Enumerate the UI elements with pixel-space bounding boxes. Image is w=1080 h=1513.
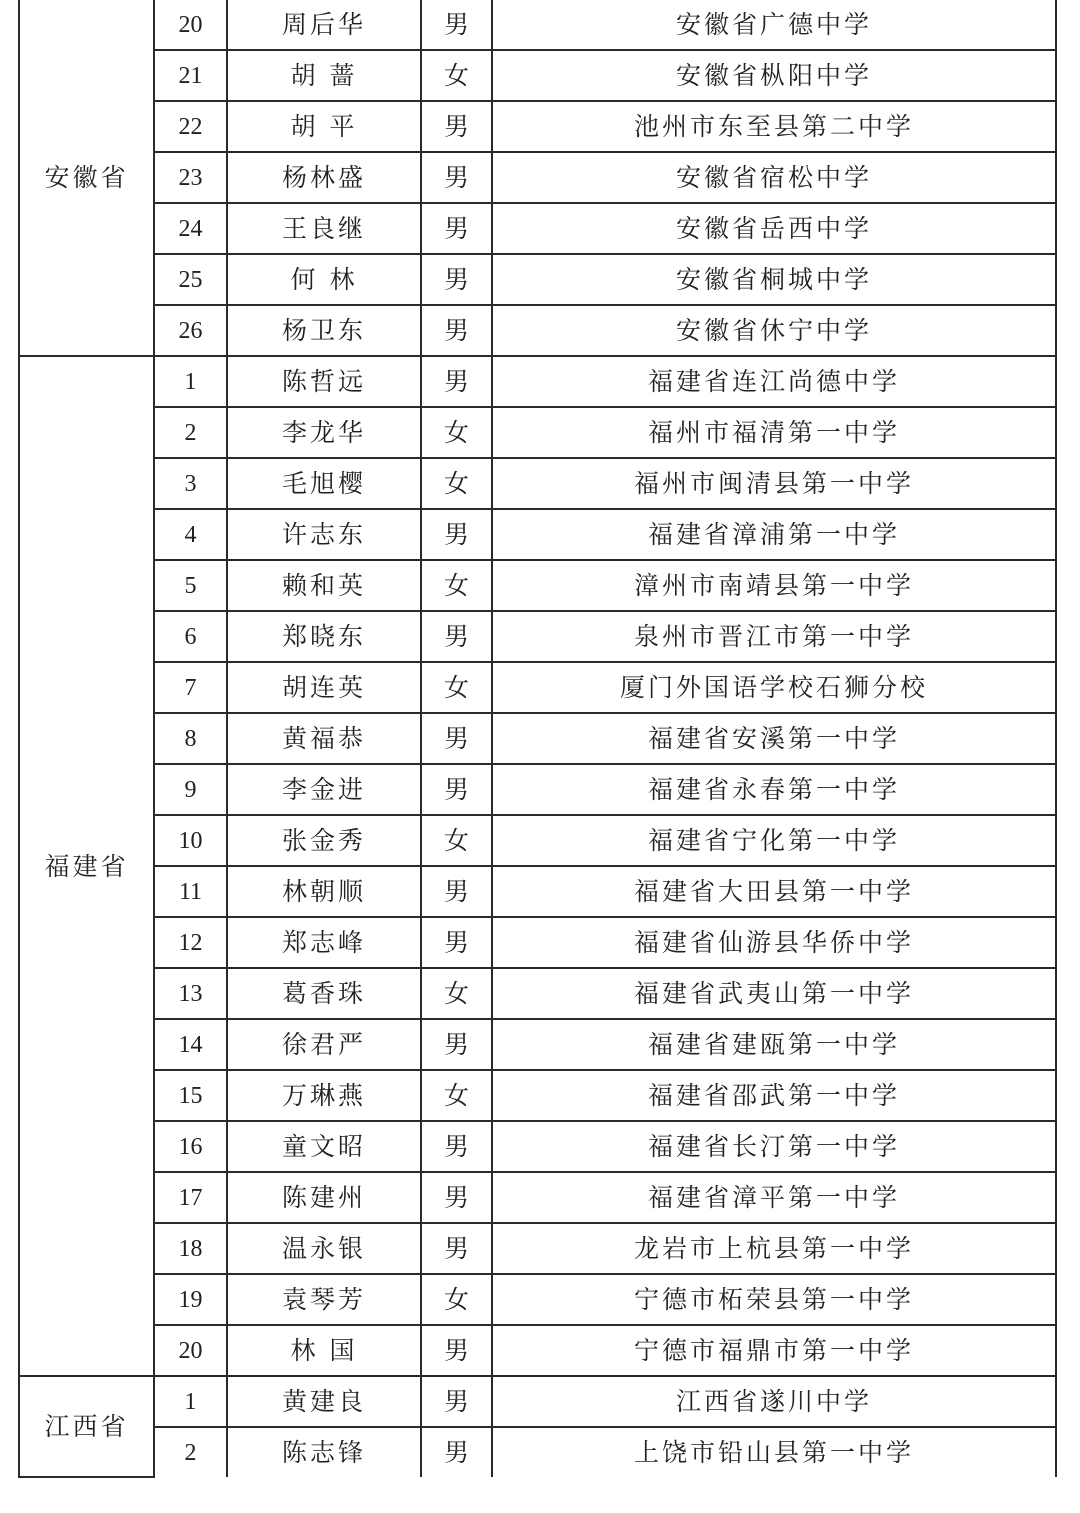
number-cell: 13: [154, 968, 227, 1019]
gender-cell: 男: [421, 203, 492, 254]
table-row: [19, 764, 1056, 815]
table-row: [19, 1121, 1056, 1172]
school-cell: 福建省宁化第一中学: [492, 815, 1056, 866]
gender-cell: 女: [421, 458, 492, 509]
name-cell: 郑志峰: [227, 917, 421, 968]
number-cell: 17: [154, 1172, 227, 1223]
number-cell: 25: [154, 254, 227, 305]
name-cell: 林 国: [227, 1325, 421, 1376]
table-row: [19, 305, 1056, 356]
name-cell: 周后华: [227, 0, 421, 50]
gender-cell: 男: [421, 305, 492, 356]
school-cell: 安徽省桐城中学: [492, 254, 1056, 305]
table-row: [19, 0, 1056, 50]
school-cell: 福建省仙游县华侨中学: [492, 917, 1056, 968]
gender-cell: 女: [421, 968, 492, 1019]
name-cell: 王良继: [227, 203, 421, 254]
school-cell: 安徽省岳西中学: [492, 203, 1056, 254]
number-cell: 10: [154, 815, 227, 866]
name-cell: 毛旭樱: [227, 458, 421, 509]
number-cell: 11: [154, 866, 227, 917]
name-cell: 陈志锋: [227, 1427, 421, 1477]
name-cell: 葛香珠: [227, 968, 421, 1019]
table-row: [19, 254, 1056, 305]
table-row: [19, 611, 1056, 662]
name-cell: 张金秀: [227, 815, 421, 866]
table-row: [19, 1172, 1056, 1223]
name-cell: 何 林: [227, 254, 421, 305]
number-cell: 3: [154, 458, 227, 509]
school-cell: 福建省安溪第一中学: [492, 713, 1056, 764]
province-cell: 安徽省: [19, 0, 154, 356]
gender-cell: 男: [421, 254, 492, 305]
school-cell: 福建省邵武第一中学: [492, 1070, 1056, 1121]
gender-cell: 男: [421, 1325, 492, 1376]
school-cell: 安徽省宿松中学: [492, 152, 1056, 203]
gender-cell: 男: [421, 917, 492, 968]
gender-cell: 男: [421, 356, 492, 407]
number-cell: 9: [154, 764, 227, 815]
name-cell: 杨卫东: [227, 305, 421, 356]
table-row: [19, 917, 1056, 968]
name-cell: 黄建良: [227, 1376, 421, 1427]
school-cell: 上饶市铅山县第一中学: [492, 1427, 1056, 1477]
school-cell: 龙岩市上杭县第一中学: [492, 1223, 1056, 1274]
gender-cell: 男: [421, 611, 492, 662]
number-cell: 7: [154, 662, 227, 713]
number-cell: 26: [154, 305, 227, 356]
number-cell: 5: [154, 560, 227, 611]
table-row: [19, 203, 1056, 254]
number-cell: 21: [154, 50, 227, 101]
school-cell: 宁德市柘荣县第一中学: [492, 1274, 1056, 1325]
table-row: [19, 713, 1056, 764]
name-cell: 杨林盛: [227, 152, 421, 203]
gender-cell: 男: [421, 1427, 492, 1477]
number-cell: 22: [154, 101, 227, 152]
school-cell: 安徽省广德中学: [492, 0, 1056, 50]
school-cell: 福建省连江尚德中学: [492, 356, 1056, 407]
table-row: [19, 1274, 1056, 1325]
gender-cell: 女: [421, 1070, 492, 1121]
table-row: [19, 560, 1056, 611]
table-row: [19, 509, 1056, 560]
gender-cell: 女: [421, 560, 492, 611]
name-cell: 赖和英: [227, 560, 421, 611]
table-row: [19, 1325, 1056, 1376]
name-cell: 徐君严: [227, 1019, 421, 1070]
school-cell: 安徽省休宁中学: [492, 305, 1056, 356]
province-cell: 江西省: [19, 1376, 154, 1477]
school-cell: 福建省漳平第一中学: [492, 1172, 1056, 1223]
table-row: [19, 1019, 1056, 1070]
school-cell: 江西省遂川中学: [492, 1376, 1056, 1427]
table-body: [19, 0, 1056, 1477]
gender-cell: 女: [421, 662, 492, 713]
school-cell: 漳州市南靖县第一中学: [492, 560, 1056, 611]
number-cell: 20: [154, 0, 227, 50]
number-cell: 6: [154, 611, 227, 662]
name-cell: 陈哲远: [227, 356, 421, 407]
school-cell: 泉州市晋江市第一中学: [492, 611, 1056, 662]
school-cell: 福州市福清第一中学: [492, 407, 1056, 458]
gender-cell: 男: [421, 713, 492, 764]
school-cell: 福建省永春第一中学: [492, 764, 1056, 815]
school-cell: 福建省武夷山第一中学: [492, 968, 1056, 1019]
table-row: [19, 1070, 1056, 1121]
school-cell: 福建省大田县第一中学: [492, 866, 1056, 917]
table-row: [19, 815, 1056, 866]
number-cell: 1: [154, 356, 227, 407]
name-cell: 李龙华: [227, 407, 421, 458]
table-row: [19, 356, 1056, 407]
gender-cell: 男: [421, 1019, 492, 1070]
number-cell: 15: [154, 1070, 227, 1121]
province-cell: 福建省: [19, 356, 154, 1376]
table-row: [19, 1376, 1056, 1427]
name-cell: 胡 平: [227, 101, 421, 152]
number-cell: 23: [154, 152, 227, 203]
name-cell: 袁琴芳: [227, 1274, 421, 1325]
gender-cell: 女: [421, 1274, 492, 1325]
gender-cell: 女: [421, 50, 492, 101]
name-cell: 胡连英: [227, 662, 421, 713]
table-row: [19, 662, 1056, 713]
name-cell: 许志东: [227, 509, 421, 560]
number-cell: 16: [154, 1121, 227, 1172]
school-cell: 安徽省枞阳中学: [492, 50, 1056, 101]
number-cell: 14: [154, 1019, 227, 1070]
gender-cell: 男: [421, 152, 492, 203]
name-cell: 黄福恭: [227, 713, 421, 764]
name-cell: 林朝顺: [227, 866, 421, 917]
gender-cell: 男: [421, 1376, 492, 1427]
gender-cell: 男: [421, 0, 492, 50]
number-cell: 24: [154, 203, 227, 254]
gender-cell: 男: [421, 1121, 492, 1172]
table-row: [19, 50, 1056, 101]
name-cell: 胡 蔷: [227, 50, 421, 101]
number-cell: 20: [154, 1325, 227, 1376]
school-cell: 福建省长汀第一中学: [492, 1121, 1056, 1172]
name-cell: 李金进: [227, 764, 421, 815]
teacher-list-table: [18, 0, 1057, 1478]
number-cell: 18: [154, 1223, 227, 1274]
table-row: [19, 458, 1056, 509]
table-row: [19, 407, 1056, 458]
name-cell: 童文昭: [227, 1121, 421, 1172]
number-cell: 2: [154, 407, 227, 458]
gender-cell: 男: [421, 866, 492, 917]
school-cell: 福建省漳浦第一中学: [492, 509, 1056, 560]
school-cell: 福州市闽清县第一中学: [492, 458, 1056, 509]
name-cell: 万琳燕: [227, 1070, 421, 1121]
table-row: [19, 1223, 1056, 1274]
gender-cell: 男: [421, 509, 492, 560]
table-row: [19, 968, 1056, 1019]
table-row: [19, 866, 1056, 917]
school-cell: 福建省建瓯第一中学: [492, 1019, 1056, 1070]
gender-cell: 女: [421, 407, 492, 458]
gender-cell: 男: [421, 764, 492, 815]
number-cell: 2: [154, 1427, 227, 1477]
school-cell: 宁德市福鼎市第一中学: [492, 1325, 1056, 1376]
name-cell: 郑晓东: [227, 611, 421, 662]
number-cell: 4: [154, 509, 227, 560]
school-cell: 厦门外国语学校石狮分校: [492, 662, 1056, 713]
name-cell: 陈建州: [227, 1172, 421, 1223]
number-cell: 8: [154, 713, 227, 764]
gender-cell: 男: [421, 101, 492, 152]
name-cell: 温永银: [227, 1223, 421, 1274]
number-cell: 1: [154, 1376, 227, 1427]
table-row: [19, 101, 1056, 152]
school-cell: 池州市东至县第二中学: [492, 101, 1056, 152]
table-row: [19, 152, 1056, 203]
table-row: [19, 1427, 1056, 1477]
gender-cell: 男: [421, 1223, 492, 1274]
number-cell: 12: [154, 917, 227, 968]
gender-cell: 男: [421, 1172, 492, 1223]
number-cell: 19: [154, 1274, 227, 1325]
gender-cell: 女: [421, 815, 492, 866]
